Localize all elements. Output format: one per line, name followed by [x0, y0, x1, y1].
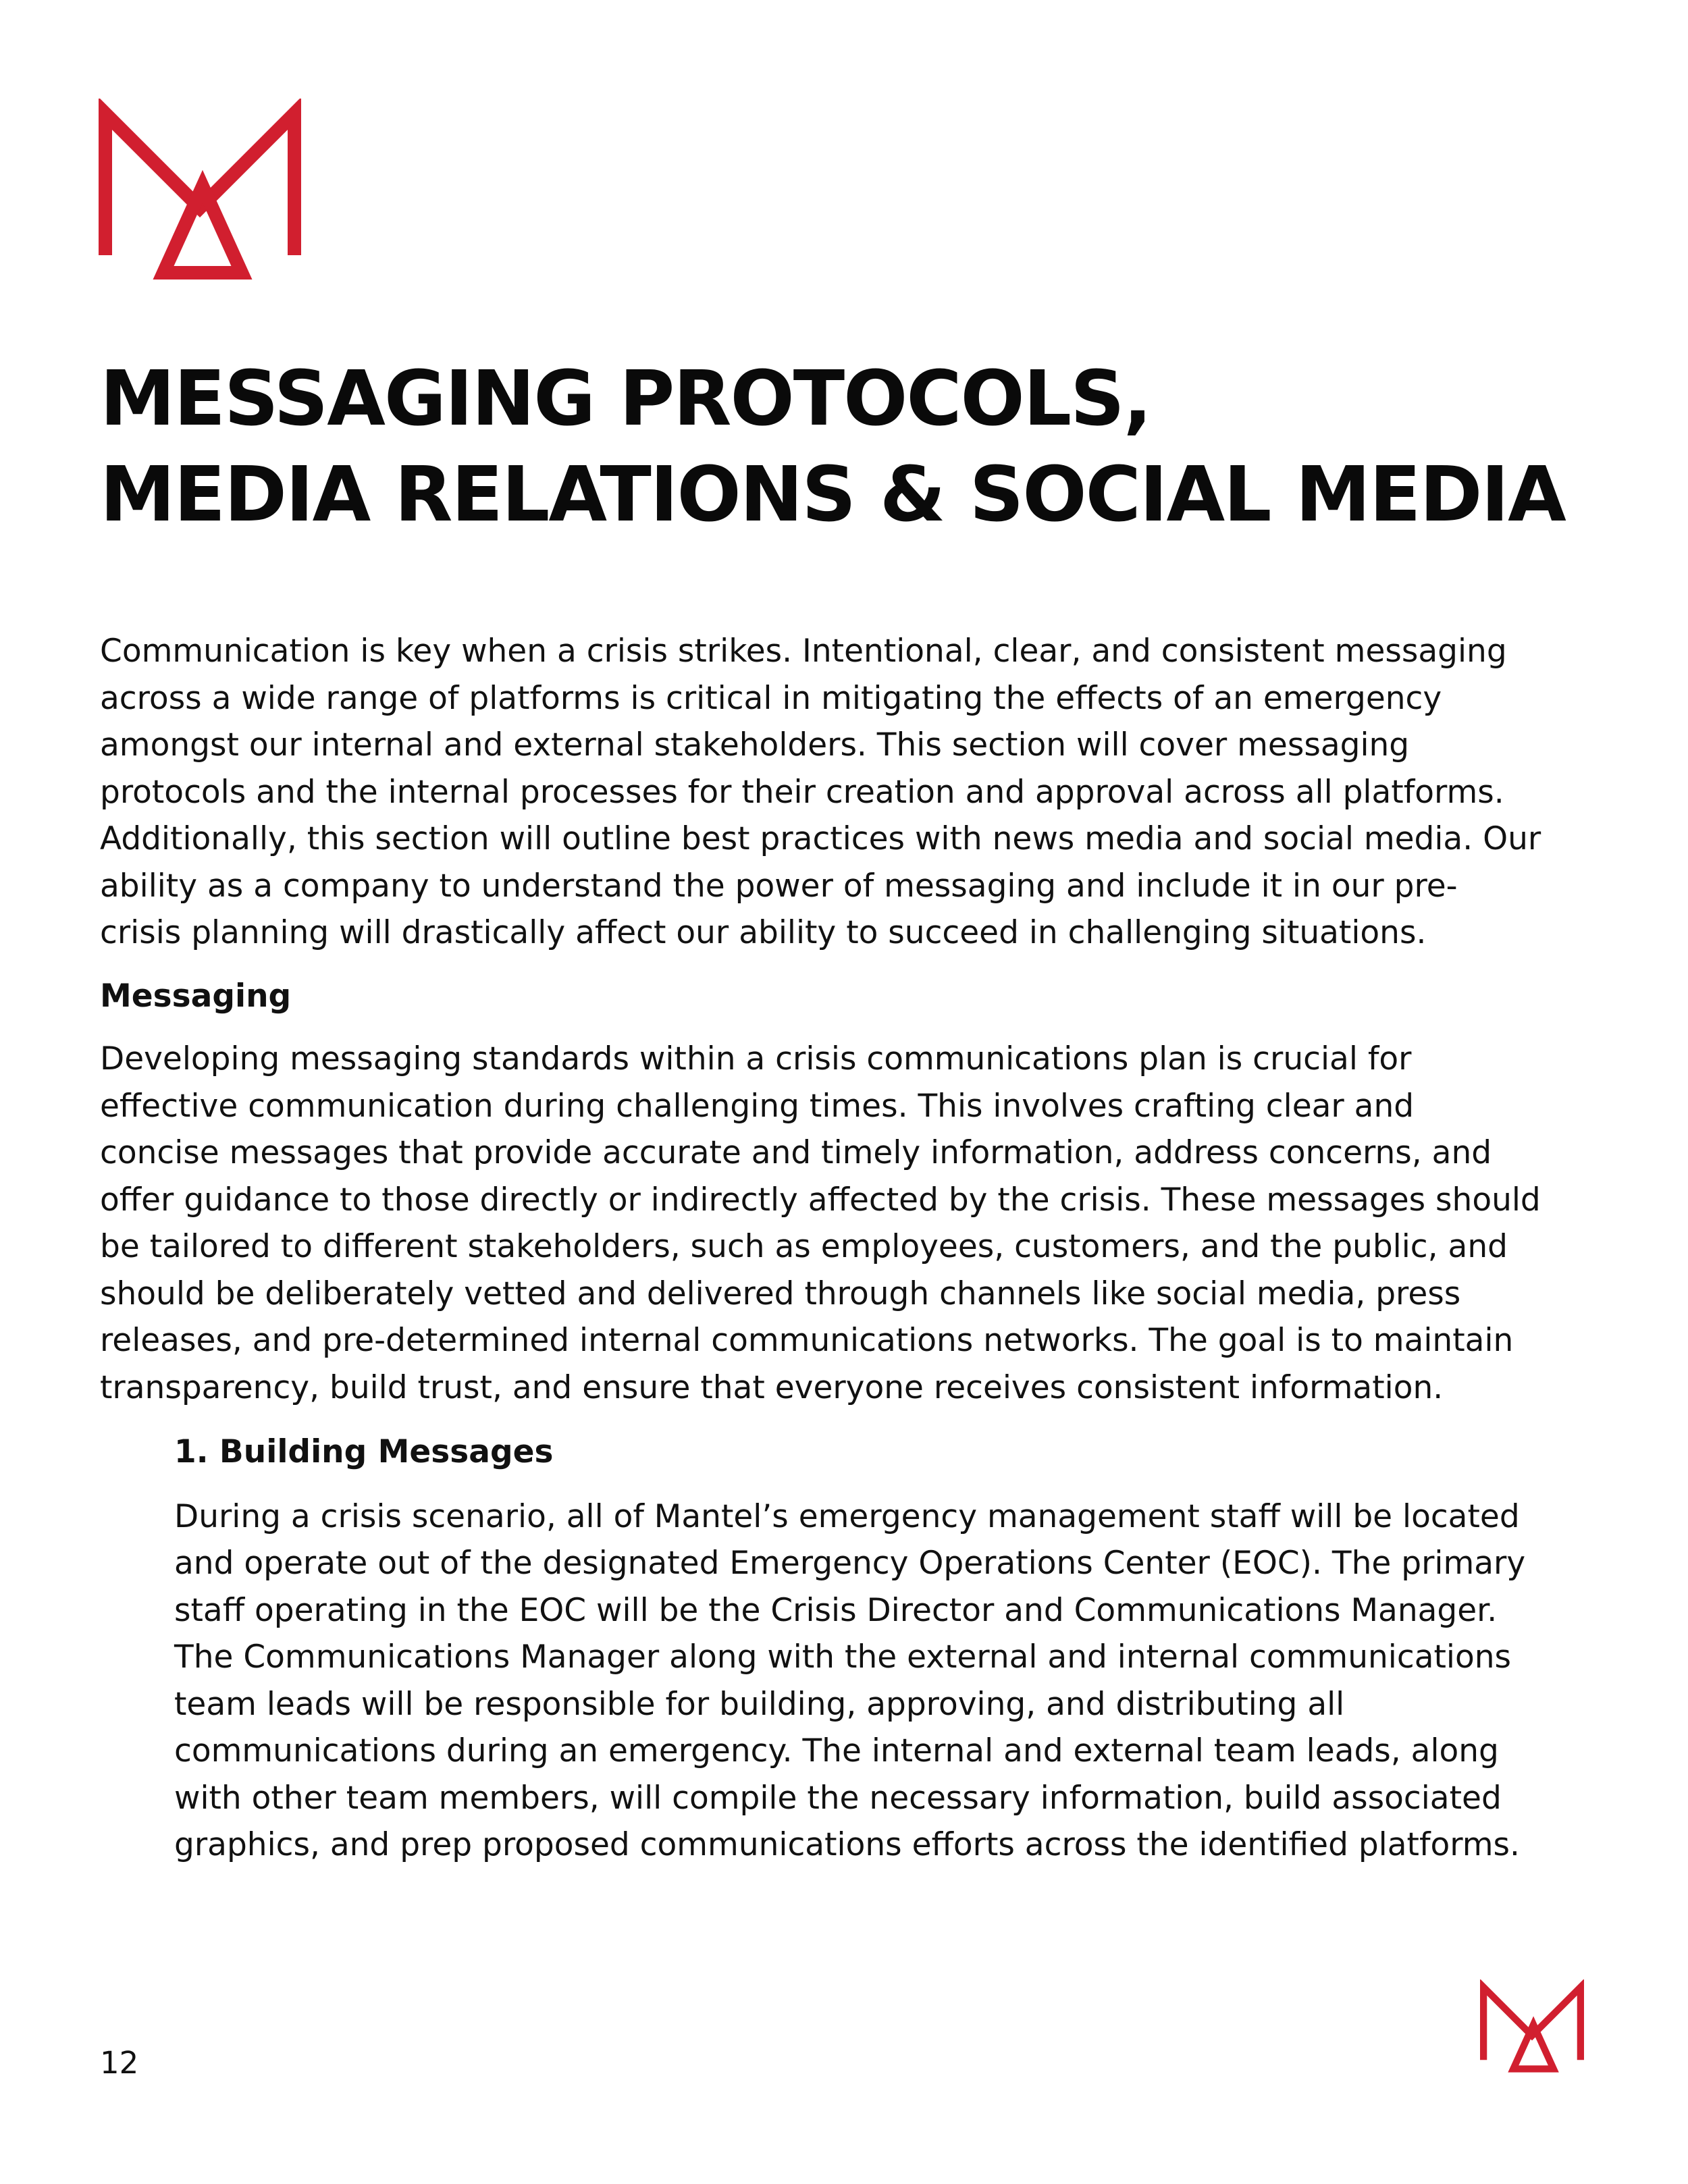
text-line: effective communication during challenging times. This involves crafting clear and [100, 1087, 1415, 1125]
text-line: crisis planning will drastically affect our ability to succeed in challenging situations. [100, 914, 1427, 951]
messaging-heading: Messaging [100, 977, 292, 1015]
text-line: be tailored to different stakeholders, such as employees, customers, and the public, and [100, 1228, 1508, 1265]
text-line: protocols and the internal processes for their creation and approval across all platforms. [100, 773, 1504, 811]
text-line: team leads will be responsible for building, approving, and distributing all [174, 1685, 1345, 1723]
mantel-logo-icon [99, 99, 301, 290]
text-line: ability as a company to understand the power of messaging and include it in our pre- [100, 867, 1458, 905]
building-messages-section [100, 1429, 1585, 1869]
text-line: transparency, build trust, and ensure that everyone receives consistent information. [100, 1368, 1444, 1406]
page-title [100, 351, 1612, 543]
text-line: Additionally, this section will outline best practices with news media and social media. Our [100, 820, 1541, 857]
document-body [100, 628, 1585, 1869]
text-line: During a crisis scenario, all of Mantel’s emergency management staff will be located [174, 1497, 1520, 1535]
text-line: offer guidance to those directly or indirectly affected by the crisis. These messages should [100, 1181, 1541, 1219]
mantel-logo-small-icon [1480, 1979, 1584, 2078]
mantel-logo-svg [99, 99, 301, 290]
page-number: 12 [100, 2045, 139, 2081]
text-line: with other team members, will compile the necessary information, build associated [174, 1779, 1502, 1817]
text-line: should be deliberately vetted and delivered through channels like social media, press [100, 1275, 1461, 1312]
text-line: The Communications Manager along with the external and internal communications [174, 1639, 1512, 1676]
text-line: across a wide range of platforms is critical in mitigating the effects of an emergency [100, 679, 1442, 717]
text-line: and operate out of the designated Emergency Operations Center (EOC). The primary [174, 1545, 1526, 1582]
text-line: Developing messaging standards within a crisis communications plan is crucial for [100, 1040, 1412, 1077]
messaging-paragraph [100, 1036, 1585, 1411]
text-line: communications during an emergency. The internal and external team leads, along [174, 1732, 1499, 1769]
text-line: amongst our internal and external stakeholders. This section will cover messaging [100, 726, 1410, 764]
intro-paragraph [100, 628, 1585, 957]
text-line: staff operating in the EOC will be the Crisis Director and Communications Manager. [174, 1591, 1498, 1629]
text-line: graphics, and prep proposed communications efforts across the identified platforms. [174, 1826, 1520, 1863]
mantel-logo-small-svg [1480, 1979, 1584, 2078]
text-line: concise messages that provide accurate and timely information, address concerns, and [100, 1134, 1492, 1171]
title-line-1: MESSAGING PROTOCOLS, [100, 355, 1151, 443]
building-messages-paragraph [174, 1493, 1585, 1869]
title-line-2: MEDIA RELATIONS & SOCIAL MEDIA [100, 451, 1565, 539]
building-messages-heading: 1. Building Messages [174, 1433, 554, 1470]
text-line: Communication is key when a crisis strikes. Intentional, clear, and consistent messaging [100, 633, 1507, 670]
text-line: releases, and pre-determined internal communications networks. The goal is to maintain [100, 1322, 1514, 1359]
